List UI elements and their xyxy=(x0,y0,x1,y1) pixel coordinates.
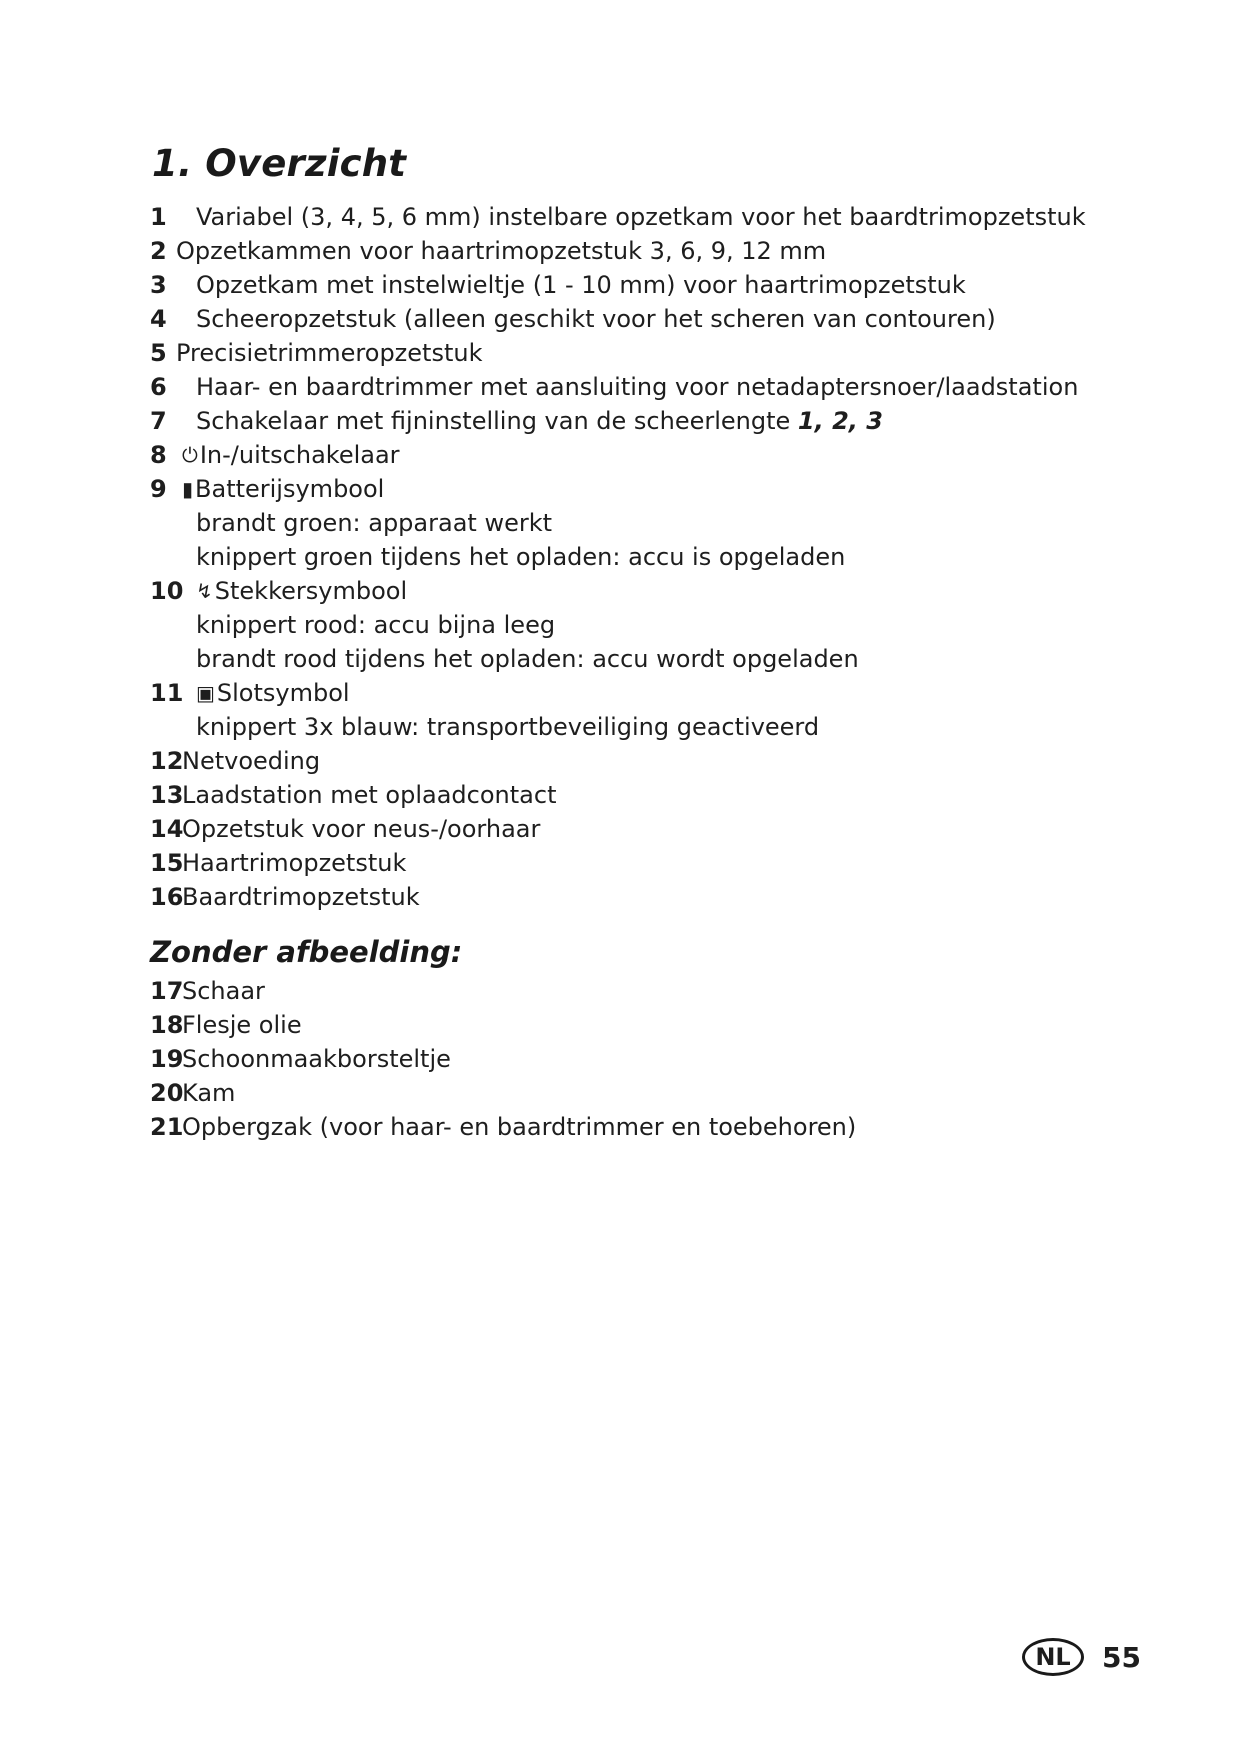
parts-list xyxy=(150,200,1150,914)
item-text: Opzetkam met instelwieltje (1 - 10 mm) voor haartrimopzetstuk xyxy=(196,271,966,299)
item-number: 21 xyxy=(150,1113,184,1141)
item-number: 6 xyxy=(150,373,167,401)
item-number: 15 xyxy=(150,849,184,877)
subsection-heading: Zonder afbeelding: xyxy=(150,935,463,969)
item-number: 11 xyxy=(150,679,184,707)
extras-list xyxy=(150,974,1150,1144)
list-item xyxy=(150,710,1150,744)
item-text-main: Schakelaar met fijninstelling van de scheerlengte xyxy=(196,407,798,435)
item-text: Schaar xyxy=(182,977,265,1005)
list-item xyxy=(150,1008,1150,1042)
language-badge: NL xyxy=(1022,1638,1084,1676)
item-text: Kam xyxy=(182,1079,236,1107)
item-number: 19 xyxy=(150,1045,184,1073)
item-subtext: brandt rood tijdens het opladen: accu wordt opgeladen xyxy=(196,645,859,673)
list-item xyxy=(150,642,1150,676)
list-item xyxy=(150,778,1150,812)
list-item xyxy=(150,574,1150,608)
list-item xyxy=(150,438,1150,472)
scheerlengte-values: 1, 2, 3 xyxy=(797,407,883,435)
list-item xyxy=(150,540,1150,574)
item-text: Flesje olie xyxy=(182,1011,302,1039)
list-item xyxy=(150,336,1150,370)
item-number: 2 xyxy=(150,237,167,265)
list-item xyxy=(150,1110,1150,1144)
item-subtext: knippert groen tijdens het opladen: accu is opgeladen xyxy=(196,543,846,571)
item-text: Laadstation met oplaadcontact xyxy=(182,781,557,809)
item-number: 3 xyxy=(150,271,167,299)
lock-icon: ▣ xyxy=(196,681,215,705)
item-text: Baardtrimopzetstuk xyxy=(182,883,420,911)
item-number: 1 xyxy=(150,203,167,231)
item-subtext: brandt groen: apparaat werkt xyxy=(196,509,553,537)
list-item xyxy=(150,200,1150,234)
list-item xyxy=(150,846,1150,880)
list-item xyxy=(150,676,1150,710)
item-subtext: knippert 3x blauw: transportbeveiliging geactiveerd xyxy=(196,713,820,741)
item-label: Slotsymbol xyxy=(216,679,350,707)
item-number: 14 xyxy=(150,815,184,843)
item-text xyxy=(182,438,400,472)
item-label: Batterijsymbool xyxy=(195,475,385,503)
item-text: Opbergzak (voor haar- en baardtrimmer en toebehoren) xyxy=(182,1113,857,1141)
item-subtext: knippert rood: accu bijna leeg xyxy=(196,611,556,639)
list-item xyxy=(150,506,1150,540)
item-number: 5 xyxy=(150,339,167,367)
item-text: Precisietrimmeropzetstuk xyxy=(176,339,483,367)
item-number: 20 xyxy=(150,1079,184,1107)
page-footer xyxy=(1022,1638,1141,1676)
page-number: 55 xyxy=(1102,1640,1141,1674)
battery-icon: ▮ xyxy=(182,477,194,501)
item-text: Haar- en baardtrimmer met aansluiting voor netadaptersnoer/laadstation xyxy=(196,373,1079,401)
list-item xyxy=(150,1042,1150,1076)
section-heading: 1. Overzicht xyxy=(152,142,407,185)
list-item xyxy=(150,268,1150,302)
item-text: Haartrimopzetstuk xyxy=(182,849,407,877)
list-item xyxy=(150,302,1150,336)
list-item xyxy=(150,744,1150,778)
item-text: Opzetkammen voor haartrimopzetstuk 3, 6, 9, 12 mm xyxy=(176,237,827,265)
list-item xyxy=(150,608,1150,642)
plug-icon: ↯ xyxy=(196,579,213,603)
item-number: 4 xyxy=(150,305,167,333)
list-item xyxy=(150,370,1150,404)
item-number: 18 xyxy=(150,1011,184,1039)
item-number: 9 xyxy=(150,475,167,503)
item-text: Variabel (3, 4, 5, 6 mm) instelbare opzetkam voor het baardtrimopzetstuk xyxy=(196,203,1086,231)
item-text xyxy=(196,404,883,438)
item-number: 17 xyxy=(150,977,184,1005)
item-text: Netvoeding xyxy=(182,747,321,775)
item-label: In-/uitschakelaar xyxy=(199,441,400,469)
list-item xyxy=(150,1076,1150,1110)
item-text: Scheeropzetstuk (alleen geschikt voor het scheren van contouren) xyxy=(196,305,996,333)
item-text xyxy=(196,676,350,710)
item-text xyxy=(182,472,384,506)
list-item xyxy=(150,880,1150,914)
item-label: Stekkersymbool xyxy=(214,577,408,605)
list-item xyxy=(150,974,1150,1008)
item-number: 10 xyxy=(150,577,184,605)
item-number: 13 xyxy=(150,781,184,809)
item-number: 16 xyxy=(150,883,184,911)
item-text: Opzetstuk voor neus-/oorhaar xyxy=(182,815,541,843)
list-item xyxy=(150,404,1150,438)
list-item xyxy=(150,472,1150,506)
item-number: 8 xyxy=(150,441,167,469)
item-text: Schoonmaakborsteltje xyxy=(182,1045,451,1073)
list-item xyxy=(150,234,1150,268)
list-item xyxy=(150,812,1150,846)
power-icon: ⏻ xyxy=(182,443,198,467)
item-number: 12 xyxy=(150,747,184,775)
item-number: 7 xyxy=(150,407,167,435)
item-text xyxy=(196,574,407,608)
